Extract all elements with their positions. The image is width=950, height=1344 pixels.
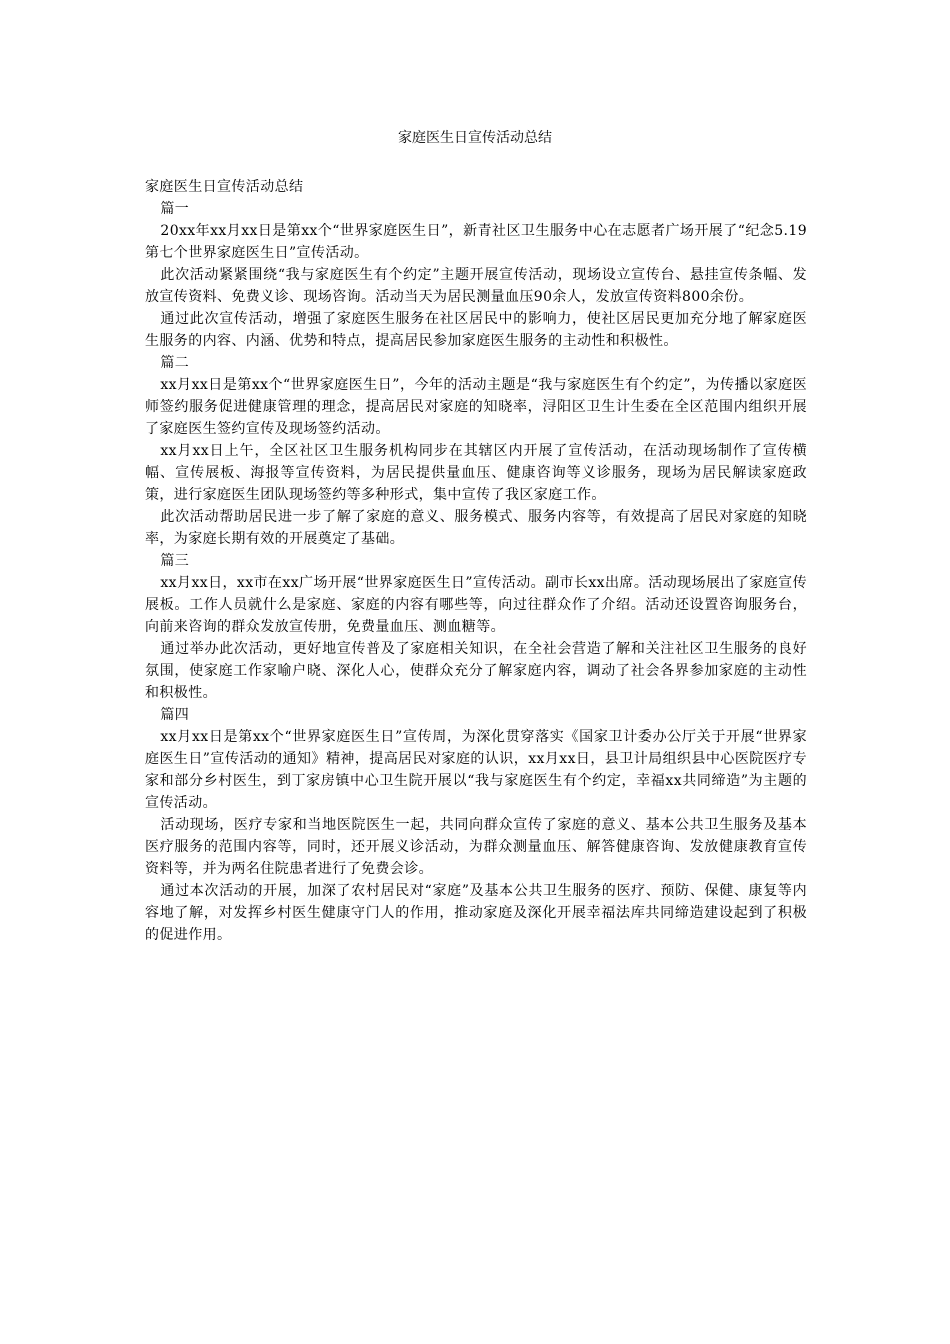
document-title: 家庭医生日宣传活动总结 <box>398 130 552 146</box>
paragraph: 通过此次宣传活动，增强了家庭医生服务在社区居民中的影响力，使社区居民更加充分地了解家庭医生服务的内容、内涵、优势和特点，提高居民参加家庭医生服务的主动性和积极性。 <box>145 311 807 349</box>
paragraph: 此次活动紧紧围绕“我与家庭医生有个约定”主题开展宣传活动，现场设立宣传台、悬挂宣传条幅、发放宣传资料、免费义诊、现场咨询。活动当天为居民测量血压90余人，发放宣传资料800余份。 <box>145 267 807 305</box>
paragraph: xx月xx日是第xx个“世界家庭医生日”宣传周，为深化贯穿落实《国家卫计委办公厅关于开展“世界家庭医生日”宣传活动的通知》精神，提高居民对家庭的认识，xx月xx日，县卫计局组织县中心医院医疗专家和部分乡村医生，到丁家房镇中心卫生院开展以“我与家庭医生有个约定，幸福xx共同缔造”为主题的宣传活动。 <box>145 729 807 811</box>
document-body <box>145 176 807 946</box>
paragraph: 此次活动帮助居民进一步了解了家庭的意义、服务模式、服务内容等，有效提高了居民对家庭的知晓率，为家庭长期有效的开展奠定了基础。 <box>145 509 807 547</box>
section-heading: 篇三 <box>160 553 190 569</box>
section-heading: 篇二 <box>160 355 190 371</box>
paragraph: xx月xx日，xx市在xx广场开展“世界家庭医生日”宣传活动。副市长xx出席。活动现场展出了家庭宣传展板。工作人员就什么是家庭、家庭的内容有哪些等，向过往群众作了介绍。活动还设置咨询服务台，向前来咨询的群众发放宣传册，免费量血压、测血糖等。 <box>145 575 807 635</box>
section-heading: 篇四 <box>160 707 190 723</box>
paragraph: xx月xx日上午，全区社区卫生服务机构同步在其辖区内开展了宣传活动，在活动现场制作了宣传横幅、宣传展板、海报等宣传资料，为居民提供量血压、健康咨询等义诊服务，现场为居民解读家庭政策，进行家庭医生团队现场签约等多种形式，集中宣传了我区家庭工作。 <box>145 443 807 503</box>
paragraph: 20xx年xx月xx日是第xx个“世界家庭医生日”，新青社区卫生服务中心在志愿者广场开展了“纪念5.19第七个世界家庭医生日”宣传活动。 <box>145 223 807 261</box>
paragraph: 活动现场，医疗专家和当地医院医生一起，共同向群众宣传了家庭的意义、基本公共卫生服务及基本医疗服务的范围内容等，同时，还开展义诊活动，为群众测量血压、解答健康咨询、发放健康教育宣传资料等，并为两名住院患者进行了免费会诊。 <box>145 817 807 877</box>
document-subtitle: 家庭医生日宣传活动总结 <box>145 179 304 195</box>
paragraph: 通过举办此次活动，更好地宣传普及了家庭相关知识，在全社会营造了解和关注社区卫生服务的良好氛围，使家庭工作家喻户晓、深化人心，使群众充分了解家庭内容，调动了社会各界参加家庭的主动性和积极性。 <box>145 641 807 701</box>
paragraph: xx月xx日是第xx个“世界家庭医生日”，今年的活动主题是“我与家庭医生有个约定”，为传播以家庭医师签约服务促进健康管理的理念，提高居民对家庭的知晓率，浔阳区卫生计生委在全区范围内组织开展了家庭医生签约宣传及现场签约活动。 <box>145 377 807 437</box>
paragraph: 通过本次活动的开展，加深了农村居民对“家庭”及基本公共卫生服务的医疗、预防、保健、康复等内容地了解，对发挥乡村医生健康守门人的作用，推动家庭及深化开展幸福法库共同缔造建设起到了积极的促进作用。 <box>145 883 807 943</box>
section-heading: 篇一 <box>160 201 190 217</box>
